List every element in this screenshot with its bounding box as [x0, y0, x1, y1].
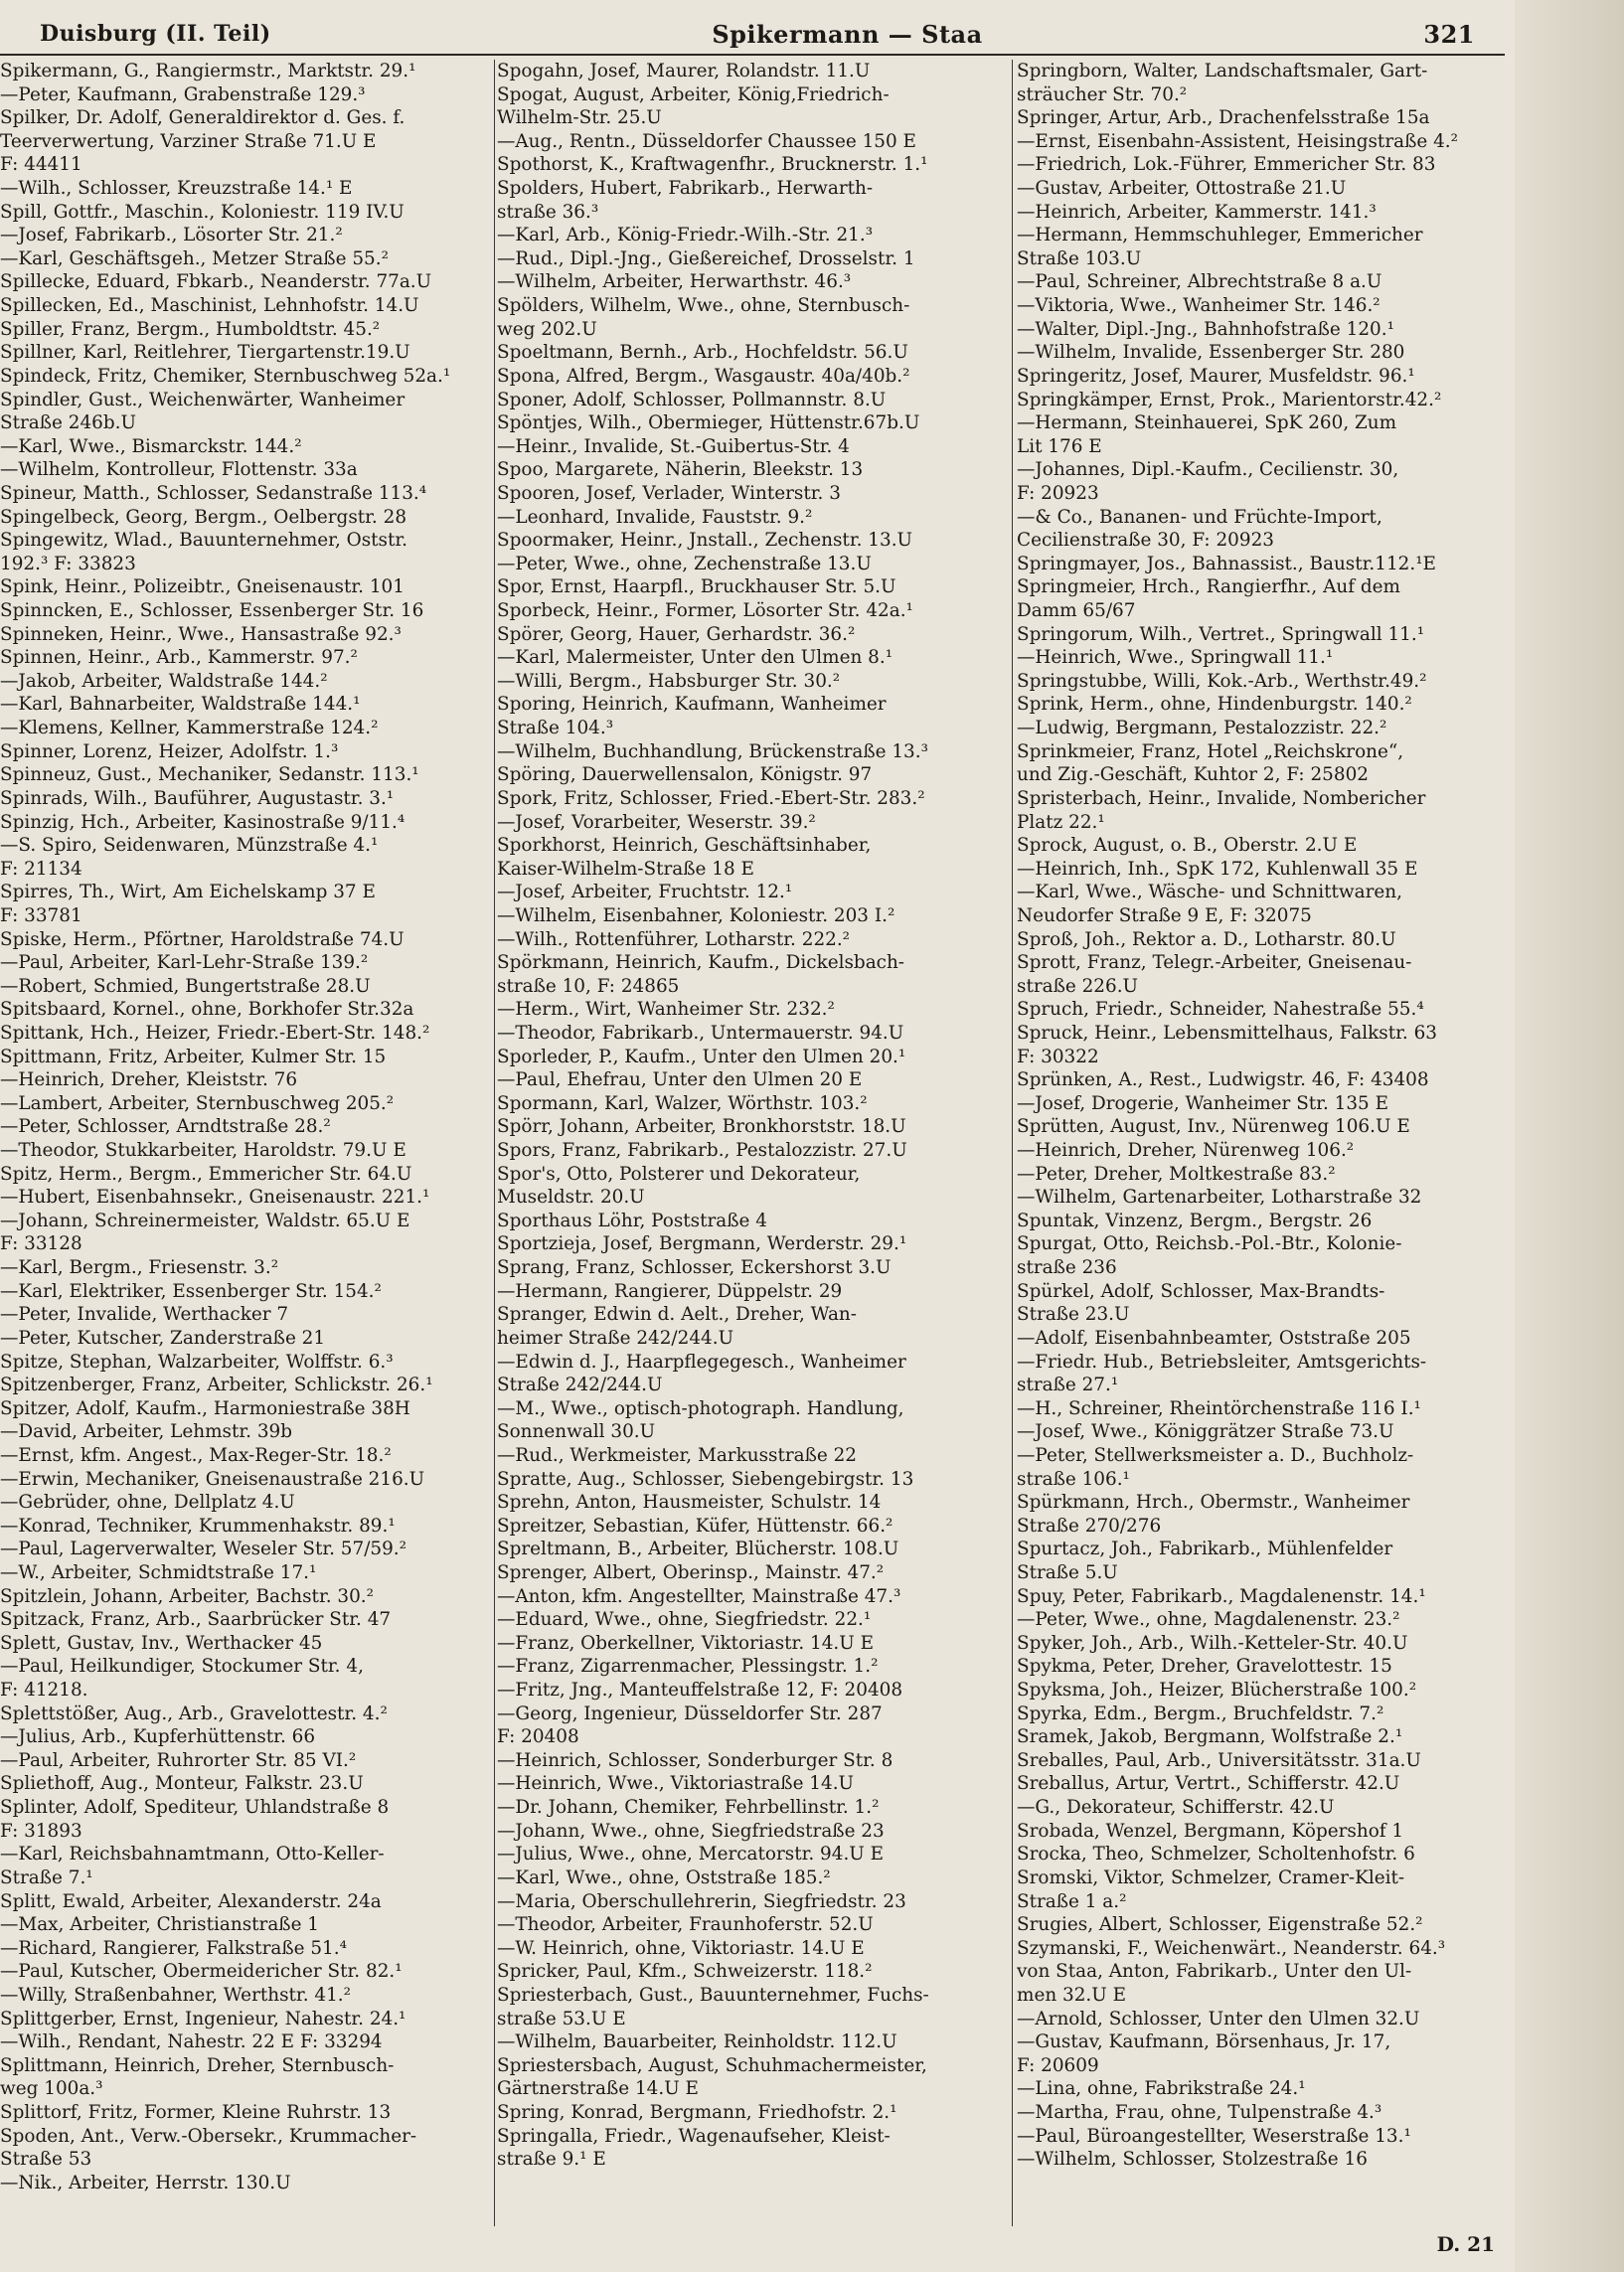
directory-entry-line: F: 20408	[497, 1726, 579, 1748]
directory-entry-line: —Aug., Rentn., Düsseldorfer Chaussee 150 E	[497, 130, 916, 152]
directory-entry-line: heimer Straße 242/244.U	[497, 1327, 734, 1349]
directory-entry-line: Straße 242/244.U	[497, 1375, 663, 1396]
directory-entry-line: —Karl, Bahnarbeiter, Waldstraße 144.¹	[0, 694, 361, 716]
directory-entry-line: Spogat, August, Arbeiter, König,Friedrich-	[497, 83, 890, 105]
directory-entry-line: Springalla, Friedr., Wagenaufseher, Kleist-	[497, 2125, 891, 2147]
directory-entry-line: —Adolf, Eisenbahnbeamter, Oststraße 205	[1017, 1327, 1411, 1349]
directory-entry-line: Straße 1 a.²	[1017, 1890, 1127, 1912]
header-rule	[0, 54, 1505, 56]
header-city: Duisburg (II. Teil)	[40, 21, 271, 47]
directory-entry-line: Sreballes, Paul, Arb., Universitätsstr. 31a.U	[1017, 1749, 1421, 1771]
directory-entry-line: Spitzack, Franz, Arb., Saarbrücker Str. 47	[0, 1609, 392, 1631]
directory-entry-line: Gärtnerstraße 14.U E	[497, 2078, 699, 2100]
directory-entry-line: —Gustav, Arbeiter, Ottostraße 21.U	[1017, 178, 1347, 200]
directory-entry-line: straße 9.¹ E	[497, 2149, 606, 2171]
directory-entry-line: —Heinrich, Dreher, Kleiststr. 76	[0, 1069, 298, 1091]
directory-entry-line: Springorum, Wilh., Vertret., Springwall 11.¹	[1017, 623, 1425, 645]
directory-entry-line: straße 36.³	[497, 201, 599, 223]
directory-entry-line: weg 202.U	[497, 318, 597, 340]
directory-entry-line: Spricker, Paul, Kfm., Schweizerstr. 118.²	[497, 1961, 873, 1983]
directory-entry-line: Spuntak, Vinzenz, Bergm., Bergstr. 26	[1017, 1210, 1373, 1231]
directory-entry-line: —Paul, Schreiner, Albrechtstraße 8 a.U	[1017, 271, 1382, 293]
directory-entry-line: Springkämper, Ernst, Prok., Marientorstr.42.²	[1017, 389, 1442, 410]
directory-entry-line: und Zig.-Geschäft, Kuhtor 2, F: 25802	[1017, 764, 1369, 786]
directory-entry-line: Spölders, Wilhelm, Wwe., ohne, Sternbusch-	[497, 295, 910, 317]
directory-entry-line: straße 10, F: 24865	[497, 975, 680, 997]
directory-entry-line: F: 44411	[0, 154, 82, 176]
directory-entry-line: Spurgat, Otto, Reichsb.-Pol.-Btr., Kolonie-	[1017, 1233, 1402, 1255]
directory-entry-line: —Richard, Rangierer, Falkstraße 51.⁴	[0, 1937, 347, 1959]
directory-entry-line: Spruch, Friedr., Schneider, Nahestraße 55.⁴	[1017, 999, 1424, 1021]
directory-entry-line: Springeritz, Josef, Maurer, Musfeldstr. 96.¹	[1017, 365, 1415, 387]
directory-entry-line: Sporing, Heinrich, Kaufmann, Wanheimer	[497, 694, 887, 716]
directory-entry-line: Splittorf, Fritz, Former, Kleine Ruhrstr. 13	[0, 2102, 392, 2124]
directory-entry-line: straße 236	[1017, 1257, 1117, 1279]
directory-entry-line: Spoormaker, Heinr., Jnstall., Zechenstr. 13.U	[497, 530, 913, 552]
directory-entry-line: Spristerbach, Heinr., Invalide, Nombericher	[1017, 787, 1426, 809]
directory-entry-line: Spitz, Herm., Bergm., Emmericher Str. 64.U	[0, 1163, 412, 1185]
directory-entry-line: —Eduard, Wwe., ohne, Siegfriedstr. 22.¹	[497, 1609, 872, 1631]
directory-entry-line: Spinneken, Heinr., Wwe., Hansastraße 92.³	[0, 623, 402, 645]
directory-entry-line: Sreballus, Artur, Vertrt., Schifferstr. 42.U	[1017, 1773, 1400, 1795]
directory-entry-line: —W., Arbeiter, Schmidtstraße 17.¹	[0, 1562, 317, 1583]
directory-entry-line: —Heinrich, Arbeiter, Kammerstr. 141.³	[1017, 201, 1377, 223]
directory-entry-line: —Wilhelm, Bauarbeiter, Reinholdstr. 112.U	[497, 2031, 897, 2053]
directory-entry-line: —Rud., Dipl.-Jng., Gießereichef, Drosselstr. 1	[497, 247, 915, 269]
directory-entry-line: Spork, Fritz, Schlosser, Fried.-Ebert-Str. 283.²	[497, 787, 925, 809]
directory-entry-line: —Josef, Drogerie, Wanheimer Str. 135 E	[1017, 1092, 1389, 1114]
directory-entry-line: —Julius, Arb., Kupferhüttenstr. 66	[0, 1726, 316, 1748]
directory-entry-line: Splittgerber, Ernst, Ingenieur, Nahestr. 24.¹	[0, 2008, 406, 2029]
directory-entry-line: straße 53.U E	[497, 2008, 626, 2029]
directory-entry-line: —Wilhelm, Invalide, Essenberger Str. 280	[1017, 342, 1405, 364]
directory-entry-line: Splett, Gustav, Inv., Werthacker 45	[0, 1632, 323, 1654]
directory-entry-line: —Maria, Oberschullehrerin, Siegfriedstr. 23	[497, 1890, 906, 1912]
directory-entry-line: —Josef, Vorarbeiter, Weserstr. 39.²	[497, 811, 816, 833]
directory-entry-line: Sponer, Adolf, Schlosser, Pollmannstr. 8.U	[497, 389, 887, 410]
directory-entry-line: —Peter, Schlosser, Arndtstraße 28.²	[0, 1116, 331, 1138]
directory-entry-line: —W. Heinrich, ohne, Viktoriastr. 14.U E	[497, 1937, 865, 1959]
directory-entry-line: —Willi, Bergm., Habsburger Str. 30.²	[497, 670, 841, 692]
directory-entry-line: —Wilhelm, Kontrolleur, Flottenstr. 33a	[0, 459, 358, 481]
directory-entry-line: Spiller, Franz, Bergm., Humboldtstr. 45.²	[0, 318, 381, 340]
directory-entry-line: Sprink, Herm., ohne, Hindenburgstr. 140.²	[1017, 694, 1412, 716]
directory-entry-line: Sprenger, Albert, Oberinsp., Mainstr. 47.²	[497, 1562, 885, 1583]
directory-entry-line: sträucher Str. 70.²	[1017, 83, 1188, 105]
directory-entry-line: —Karl, Malermeister, Unter den Ulmen 8.¹	[497, 647, 893, 669]
directory-entry-line: Spikermann, G., Rangiermstr., Marktstr. 29.¹	[0, 61, 416, 81]
directory-entry-line: —Hubert, Eisenbahnsekr., Gneisenaustr. 221.¹	[0, 1187, 430, 1209]
directory-entry-line: —Theodor, Arbeiter, Fraunhoferstr. 52.U	[497, 1914, 874, 1936]
directory-entry-line: Spillecken, Ed., Maschinist, Lehnhofstr. 14.U	[0, 295, 419, 317]
directory-entry-line: —Ludwig, Bergmann, Pestalozzistr. 22.²	[1017, 718, 1387, 739]
directory-entry-line: —Konrad, Techniker, Krummenhakstr. 89.¹	[0, 1515, 396, 1537]
directory-entry-line: Straße 53	[0, 2149, 92, 2171]
directory-entry-line: F: 20923	[1017, 482, 1099, 504]
directory-entry-line: Spriestersbach, August, Schuhmachermeister,	[497, 2054, 927, 2076]
directory-entry-line: —& Co., Bananen- und Früchte-Import,	[1017, 506, 1382, 528]
directory-entry-line: Spreitzer, Sebastian, Küfer, Hüttenstr. 66.²	[497, 1515, 893, 1537]
directory-entry-line: straße 226.U	[1017, 975, 1139, 997]
directory-entry-line: Sportzieja, Josef, Bergmann, Werderstr. 29.¹	[497, 1233, 907, 1255]
directory-entry-line: —Wilhelm, Eisenbahner, Koloniestr. 203 I.²	[497, 904, 895, 926]
directory-entry-line: Springmeier, Hrch., Rangierfhr., Auf dem	[1017, 576, 1400, 598]
directory-entry-line: Spliethoff, Aug., Monteur, Falkstr. 23.U	[0, 1773, 364, 1795]
directory-entry-line: —Wilhelm, Schlosser, Stolzestraße 16	[1017, 2149, 1368, 2171]
directory-entry-line: Spitzlein, Johann, Arbeiter, Bachstr. 30.²	[0, 1585, 375, 1607]
directory-entry-line: —Julius, Wwe., ohne, Mercatorstr. 94.U E	[497, 1844, 885, 1866]
directory-entry-line: —Karl, Geschäftsgeh., Metzer Straße 55.²	[0, 247, 389, 269]
directory-entry-line: Spillner, Karl, Reitlehrer, Tiergartenstr.19.U	[0, 342, 410, 364]
directory-entry-line: Spink, Heinr., Polizeibtr., Gneisenaustr. 101	[0, 576, 405, 598]
directory-entry-line: Spogahn, Josef, Maurer, Rolandstr. 11.U	[497, 61, 871, 81]
directory-entry-line: —Paul, Büroangestellter, Weserstraße 13.¹	[1017, 2125, 1411, 2147]
directory-entry-line: —Theodor, Fabrikarb., Untermauerstr. 94.U	[497, 1022, 904, 1044]
directory-entry-line: Spindler, Gust., Weichenwärter, Wanheimer	[0, 389, 406, 410]
directory-entry-line: Spreltmann, B., Arbeiter, Blücherstr. 108.U	[497, 1539, 899, 1560]
directory-entry-line: von Staa, Anton, Fabrikarb., Unter den Ul-	[1017, 1961, 1412, 1983]
directory-entry-line: —Willy, Straßenbahner, Werthstr. 41.²	[0, 1984, 352, 2006]
directory-entry-line: F: 21134	[0, 858, 82, 880]
directory-entry-line: Sporkhorst, Heinrich, Geschäftsinhaber,	[497, 835, 872, 857]
directory-entry-line: —G., Dekorateur, Schifferstr. 42.U	[1017, 1797, 1335, 1819]
directory-entry-line: Spoeltmann, Bernh., Arb., Hochfeldstr. 56.U	[497, 342, 908, 364]
directory-entry-line: Spor's, Otto, Polsterer und Dekorateur,	[497, 1163, 861, 1185]
directory-entry-line: —Wilh., Rottenführer, Lotharstr. 222.²	[497, 928, 851, 950]
directory-entry-line: —Paul, Kutscher, Obermeidericher Str. 82.¹	[0, 1961, 403, 1983]
directory-entry-line: Spinner, Lorenz, Heizer, Adolfstr. 1.³	[0, 740, 339, 762]
directory-entry-line: Straße 7.¹	[0, 1866, 93, 1888]
directory-entry-line: F: 41218.	[0, 1680, 88, 1702]
directory-entry-line: —Wilh., Schlosser, Kreuzstraße 14.¹ E	[0, 178, 353, 200]
directory-entry-line: —Heinrich, Wwe., Viktoriastraße 14.U	[497, 1773, 855, 1795]
directory-entry-line: —Johann, Schreinermeister, Waldstr. 65.U E	[0, 1210, 410, 1231]
directory-entry-line: Spill, Gottfr., Maschin., Koloniestr. 119 IV.U	[0, 201, 405, 223]
directory-entry-line: —Karl, Bergm., Friesenstr. 3.²	[0, 1257, 279, 1279]
directory-entry-line: Straße 270/276	[1017, 1515, 1162, 1537]
directory-entry-line: Spitzenberger, Franz, Arbeiter, Schlickstr. 26.¹	[0, 1375, 433, 1396]
directory-entry-line: —Heinrich, Wwe., Springwall 11.¹	[1017, 647, 1334, 669]
directory-entry-line: Sprehn, Anton, Hausmeister, Schulstr. 14	[497, 1492, 882, 1514]
directory-entry-line: Spothorst, K., Kraftwagenfhr., Brucknerstr. 1.¹	[497, 154, 928, 176]
directory-entry-line: Teerverwertung, Varziner Straße 71.U E	[0, 130, 377, 152]
directory-entry-line: Spörkmann, Heinrich, Kaufm., Dickelsbach-	[497, 952, 905, 974]
directory-entry-line: —Paul, Heilkundiger, Stockumer Str. 4,	[0, 1656, 364, 1678]
directory-entry-line: —Karl, Reichsbahnamtmann, Otto-Keller-	[0, 1844, 385, 1866]
page-number: 321	[1423, 19, 1475, 49]
directory-entry-line: Spingewitz, Wlad., Bauunternehmer, Oststr.	[0, 530, 407, 552]
directory-entry-line: —Herm., Wirt, Wanheimer Str. 232.²	[497, 999, 835, 1021]
directory-entry-line: Spinneuz, Gust., Mechaniker, Sedanstr. 113.¹	[0, 764, 419, 786]
directory-entry-line: —Paul, Arbeiter, Ruhrorter Str. 85 VI.²	[0, 1749, 357, 1771]
directory-entry-line: Spyksma, Joh., Heizer, Blücherstraße 100.²	[1017, 1680, 1417, 1702]
directory-entry-line: Platz 22.¹	[1017, 811, 1105, 833]
directory-entry-line: F: 20609	[1017, 2054, 1099, 2076]
directory-entry-line: —S. Spiro, Seidenwaren, Münzstraße 4.¹	[0, 835, 379, 857]
directory-entry-line: Spineur, Matth., Schlosser, Sedanstraße 113.⁴	[0, 482, 427, 504]
directory-entry-line: Splittmann, Heinrich, Dreher, Sternbusch-	[0, 2054, 395, 2076]
directory-entry-line: —Johann, Wwe., ohne, Siegfriedstraße 23	[497, 1820, 885, 1842]
directory-entry-line: —Franz, Zigarrenmacher, Plessingstr. 1.²	[497, 1656, 879, 1678]
directory-entry-line: Spinncken, E., Schlosser, Essenberger Str. 16	[0, 600, 424, 622]
directory-entry-line: Spöring, Dauerwellensalon, Königstr. 97	[497, 764, 873, 786]
directory-entry-line: —Peter, Kaufmann, Grabenstraße 129.³	[0, 83, 366, 105]
directory-entry-line: —Josef, Fabrikarb., Lösorter Str. 21.²	[0, 225, 343, 246]
directory-entry-line: —Viktoria, Wwe., Wanheimer Str. 146.²	[1017, 295, 1380, 317]
directory-entry-line: Springmayer, Jos., Bahnassist., Baustr.112.¹E	[1017, 553, 1436, 574]
directory-entry-line: Spooren, Josef, Verlader, Winterstr. 3	[497, 482, 841, 504]
directory-entry-line: —David, Arbeiter, Lehmstr. 39b	[0, 1421, 293, 1443]
directory-entry-line: 192.³ F: 33823	[0, 553, 136, 574]
directory-entry-line: Spöntjes, Wilh., Obermieger, Hüttenstr.67b.U	[497, 412, 920, 434]
directory-entry-line: —Arnold, Schlosser, Unter den Ulmen 32.U	[1017, 2008, 1420, 2029]
directory-entry-line: F: 31893	[0, 1820, 82, 1842]
directory-entry-line: —Josef, Wwe., Königgrätzer Straße 73.U	[1017, 1421, 1394, 1443]
directory-entry-line: —Ernst, Eisenbahn-Assistent, Heisingstraße 4.²	[1017, 130, 1459, 152]
directory-entry-line: Sonnenwall 30.U	[497, 1421, 656, 1443]
directory-entry-line: —Wilh., Rendant, Nahestr. 22 E F: 33294	[0, 2031, 383, 2053]
directory-entry-line: Sprünken, A., Rest., Ludwigstr. 46, F: 43408	[1017, 1069, 1429, 1091]
directory-entry-line: Sprock, August, o. B., Oberstr. 2.U E	[1017, 835, 1358, 857]
directory-entry-line: —Heinrich, Schlosser, Sonderburger Str. 8	[497, 1749, 893, 1771]
directory-entry-line: Spinzig, Hch., Arbeiter, Kasinostraße 9/11.⁴	[0, 811, 406, 833]
directory-entry-line: F: 33781	[0, 904, 82, 926]
directory-entry-line: Srobada, Wenzel, Bergmann, Köpershof 1	[1017, 1820, 1404, 1842]
directory-entry-line: —Fritz, Jng., Manteuffelstraße 12, F: 20408	[497, 1680, 903, 1702]
directory-entry-line: —Erwin, Mechaniker, Gneisenaustraße 216.U	[0, 1468, 425, 1490]
directory-entry-line: Spitsbaard, Kornel., ohne, Borkhofer Str.32a	[0, 999, 414, 1021]
directory-entry-line: Spitze, Stephan, Walzarbeiter, Wolffstr. 6.³	[0, 1351, 394, 1373]
directory-entry-line: Spors, Franz, Fabrikarb., Pestalozzistr. 27.U	[497, 1140, 907, 1162]
directory-entry-line: Spoo, Margarete, Näherin, Bleekstr. 13	[497, 459, 864, 481]
directory-entry-line: —Robert, Schmied, Bungertstraße 28.U	[0, 975, 371, 997]
directory-entry-line: —Martha, Frau, ohne, Tulpenstraße 4.³	[1017, 2102, 1382, 2124]
directory-entry-line: —H., Schreiner, Rheintörchenstraße 116 I.¹	[1017, 1397, 1421, 1419]
directory-entry-line: —Franz, Oberkellner, Viktoriastr. 14.U E	[497, 1632, 875, 1654]
directory-entry-line: —Hermann, Hemmschuhleger, Emmericher	[1017, 225, 1423, 246]
directory-entry-line: Damm 65/67	[1017, 600, 1136, 622]
directory-entry-line: Spring, Konrad, Bergmann, Friedhofstr. 2.¹	[497, 2102, 897, 2124]
directory-entry-line: Sprinkmeier, Franz, Hotel „Reichskrone“,	[1017, 740, 1404, 762]
directory-entry-line: Sprang, Franz, Schlosser, Eckershorst 3.U	[497, 1257, 892, 1279]
page-footer: D. 21	[1436, 2232, 1495, 2256]
directory-entry-line: —Peter, Dreher, Moltkestraße 83.²	[1017, 1163, 1336, 1185]
directory-entry-line: —Georg, Ingenieur, Düsseldorfer Str. 287	[497, 1703, 883, 1724]
directory-entry-line: Springborn, Walter, Landschaftsmaler, Gart-	[1017, 61, 1428, 81]
directory-entry-line: —Anton, kfm. Angestellter, Mainstraße 47.³	[497, 1585, 901, 1607]
directory-entry-line: straße 106.¹	[1017, 1468, 1130, 1490]
directory-entry-line: —Max, Arbeiter, Christianstraße 1	[0, 1914, 319, 1936]
page-header	[40, 14, 1475, 54]
directory-entry-line: Spykma, Peter, Dreher, Gravelottestr. 15	[1017, 1656, 1392, 1678]
directory-entry-line: Spindeck, Fritz, Chemiker, Sternbuschweg 52a.¹	[0, 365, 451, 387]
directory-entry-line: —Peter, Stellwerksmeister a. D., Buchholz-	[1017, 1444, 1414, 1466]
directory-entry-line: Sramek, Jakob, Bergmann, Wolfstraße 2.¹	[1017, 1726, 1403, 1748]
directory-entry-line: Sproß, Joh., Rektor a. D., Lotharstr. 80.U	[1017, 928, 1396, 950]
directory-entry-line: Wilhelm-Str. 25.U	[497, 107, 662, 129]
directory-entry-line: —Peter, Invalide, Werthacker 7	[0, 1304, 289, 1326]
directory-entry-line: Spoden, Ant., Verw.-Obersekr., Krummacher-	[0, 2125, 417, 2147]
directory-entry-line: —Gustav, Kaufmann, Börsenhaus, Jr. 17,	[1017, 2031, 1391, 2053]
directory-entry-line: Spitzer, Adolf, Kaufm., Harmoniestraße 38H	[0, 1397, 410, 1419]
directory-entry-line: —Peter, Wwe., ohne, Zechenstraße 13.U	[497, 553, 872, 574]
directory-entry-line: —Gebrüder, ohne, Dellplatz 4.U	[0, 1492, 295, 1514]
directory-entry-line: —Leonhard, Invalide, Fauststr. 9.²	[497, 506, 813, 528]
directory-entry-line: Spyrka, Edm., Bergm., Bruchfeldstr. 7.²	[1017, 1703, 1384, 1724]
directory-entry-line: —Karl, Wwe., Bismarckstr. 144.²	[0, 435, 302, 457]
directory-entry-line: Srugies, Albert, Schlosser, Eigenstraße 52.²	[1017, 1914, 1423, 1936]
directory-entry-line: Sromski, Viktor, Schmelzer, Cramer-Kleit-	[1017, 1866, 1405, 1888]
directory-entry-line: F: 33128	[0, 1233, 82, 1255]
directory-entry-line: Straße 5.U	[1017, 1562, 1118, 1583]
directory-entry-line: Straße 23.U	[1017, 1304, 1130, 1326]
directory-entry-line: Sporthaus Löhr, Poststraße 4	[497, 1210, 767, 1231]
directory-entry-line: Spurtacz, Joh., Fabrikarb., Mühlenfelder	[1017, 1539, 1393, 1560]
directory-entry-line: Spittank, Hch., Heizer, Friedr.-Ebert-Str. 148.²	[0, 1022, 430, 1044]
directory-entry-line: —Hermann, Rangierer, Düppelstr. 29	[497, 1280, 843, 1302]
directory-entry-line: Spingelbeck, Georg, Bergm., Oelbergstr. 28	[0, 506, 407, 528]
directory-entry-line: men 32.U E	[1017, 1984, 1127, 2006]
directory-entry-line: —Paul, Lagerverwalter, Weseler Str. 57/59.²	[0, 1539, 407, 1560]
directory-entry-line: —Peter, Kutscher, Zanderstraße 21	[0, 1327, 326, 1349]
column-divider-1	[494, 60, 495, 2226]
directory-entry-line: —Nik., Arbeiter, Herrstr. 130.U	[0, 2172, 291, 2193]
directory-entry-line: —Peter, Wwe., ohne, Magdalenenstr. 23.²	[1017, 1609, 1400, 1631]
page-edge	[1515, 0, 1624, 2272]
directory-entry-line: —Heinrich, Inh., SpK 172, Kuhlenwall 35 E	[1017, 858, 1418, 880]
directory-entry-line: Straße 103.U	[1017, 247, 1142, 269]
directory-entry-line: Spürkmann, Hrch., Obermstr., Wanheimer	[1017, 1492, 1410, 1514]
directory-entry-line: Straße 104.³	[497, 718, 614, 739]
directory-entry-line: Spirres, Th., Wirt, Am Eichelskamp 37 E	[0, 882, 376, 903]
directory-entry-line: Spuy, Peter, Fabrikarb., Magdalenenstr. 14.¹	[1017, 1585, 1426, 1607]
directory-entry-line: Spriesterbach, Gust., Bauunternehmer, Fuchs-	[497, 1984, 929, 2006]
directory-entry-line: —Rud., Werkmeister, Markusstraße 22	[497, 1444, 858, 1466]
directory-entry-line: —Edwin d. J., Haarpflegegesch., Wanheimer	[497, 1351, 906, 1373]
directory-entry-line: Museldstr. 20.U	[497, 1187, 645, 1209]
directory-entry-line: —Wilhelm, Buchhandlung, Brückenstraße 13.³	[497, 740, 928, 762]
directory-entry-line: Spörr, Johann, Arbeiter, Bronkhorststr. 18.U	[497, 1116, 906, 1138]
directory-entry-line: Spolders, Hubert, Fabrikarb., Herwarth-	[497, 178, 874, 200]
directory-entry-line: Spiske, Herm., Pförtner, Haroldstraße 74.U	[0, 928, 405, 950]
directory-entry-line: Sporleder, P., Kaufm., Unter den Ulmen 20.¹	[497, 1046, 906, 1067]
directory-entry-line: —Ernst, kfm. Angest., Max-Reger-Str. 18.²	[0, 1444, 392, 1466]
directory-entry-line: Spilker, Dr. Adolf, Generaldirektor d. Ges. f.	[0, 107, 406, 129]
directory-entry-line: —Heinrich, Dreher, Nürenweg 106.²	[1017, 1140, 1355, 1162]
directory-entry-line: Spormann, Karl, Walzer, Wörthstr. 103.²	[497, 1092, 868, 1114]
header-range: Spikermann — Staa	[712, 19, 983, 49]
directory-entry-line: —Josef, Arbeiter, Fruchtstr. 12.¹	[497, 882, 793, 903]
directory-entry-line: Srocka, Theo, Schmelzer, Scholtenhofstr. 6	[1017, 1844, 1415, 1866]
directory-entry-line: —Karl, Wwe., Wäsche- und Schnittwaren,	[1017, 882, 1402, 903]
directory-entry-line: Springer, Artur, Arb., Drachenfelsstraße 15a	[1017, 107, 1430, 129]
directory-entry-line: Spranger, Edwin d. Aelt., Dreher, Wan-	[497, 1304, 857, 1326]
directory-entry-line: —Wilhelm, Gartenarbeiter, Lotharstraße 32	[1017, 1187, 1422, 1209]
directory-entry-line: Neudorfer Straße 9 E, F: 32075	[1017, 904, 1312, 926]
directory-entry-line: Splitt, Ewald, Arbeiter, Alexanderstr. 24a	[0, 1890, 382, 1912]
directory-entry-line: Spratte, Aug., Schlosser, Siebengebirgstr. 13	[497, 1468, 914, 1490]
directory-entry-line: Spyker, Joh., Arb., Wilh.-Ketteler-Str. 40.U	[1017, 1632, 1408, 1654]
directory-entry-line: Spinnen, Heinr., Arb., Kammerstr. 97.²	[0, 647, 358, 669]
directory-entry-line: weg 100a.³	[0, 2078, 103, 2100]
directory-entry-line: —Heinr., Invalide, St.-Guibertus-Str. 4	[497, 435, 850, 457]
directory-entry-line: —Dr. Johann, Chemiker, Fehrbellinstr. 1.²	[497, 1797, 880, 1819]
directory-entry-line: —Lina, ohne, Fabrikstraße 24.¹	[1017, 2078, 1306, 2100]
directory-entry-line: —Friedrich, Lok.-Führer, Emmericher Str. 83	[1017, 154, 1436, 176]
directory-entry-line: —Walter, Dipl.-Jng., Bahnhofstraße 120.¹	[1017, 318, 1394, 340]
directory-entry-line: Szymanski, F., Weichenwärt., Neanderstr. 64.³	[1017, 1937, 1446, 1959]
directory-entry-line: —Jakob, Arbeiter, Waldstraße 144.²	[0, 670, 328, 692]
directory-entry-line: Sprütten, August, Inv., Nürenweg 106.U E	[1017, 1116, 1410, 1138]
directory-entry-line: straße 27.¹	[1017, 1375, 1119, 1396]
directory-entry-line: —Theodor, Stukkarbeiter, Haroldstr. 79.U E	[0, 1140, 406, 1162]
directory-entry-line: Splinter, Adolf, Spediteur, Uhlandstraße 8	[0, 1797, 390, 1819]
column-divider-2	[1012, 60, 1013, 2226]
directory-entry-line: Spinrads, Wilh., Bauführer, Augustastr. 3.¹	[0, 787, 395, 809]
directory-entry-line: —Paul, Ehefrau, Unter den Ulmen 20 E	[497, 1069, 863, 1091]
directory-entry-line: Lit 176 E	[1017, 435, 1102, 457]
directory-entry-line: —Hermann, Steinhauerei, SpK 260, Zum	[1017, 412, 1397, 434]
directory-entry-line: Spor, Ernst, Haarpfl., Bruckhauser Str. 5.U	[497, 576, 896, 598]
column-1	[0, 60, 502, 2194]
directory-entry-line: Sporbeck, Heinr., Former, Lösorter Str. 42a.¹	[497, 600, 913, 622]
directory-entry-line: Sprott, Franz, Telegr.-Arbeiter, Gneisenau-	[1017, 952, 1412, 974]
directory-entry-line: —Klemens, Kellner, Kammerstraße 124.²	[0, 718, 379, 739]
directory-entry-line: —Paul, Arbeiter, Karl-Lehr-Straße 139.²	[0, 952, 369, 974]
directory-entry-line: Kaiser-Wilhelm-Straße 18 E	[497, 858, 754, 880]
directory-entry-line: Spruck, Heinr., Lebensmittelhaus, Falkstr. 63	[1017, 1022, 1437, 1044]
directory-entry-line: Cecilienstraße 30, F: 20923	[1017, 530, 1274, 552]
directory-entry-line: —Karl, Elektriker, Essenberger Str. 154.²	[0, 1280, 382, 1302]
directory-entry-line: —Friedr. Hub., Betriebsleiter, Amtsgerichts-	[1017, 1351, 1427, 1373]
directory-entry-line: F: 30322	[1017, 1046, 1099, 1067]
directory-entry-line: Spittmann, Fritz, Arbeiter, Kulmer Str. 15	[0, 1046, 387, 1067]
directory-entry-line: Straße 246b.U	[0, 412, 136, 434]
column-2	[497, 60, 999, 2172]
directory-entry-line: Spillecke, Eduard, Fbkarb., Neanderstr. 77a.U	[0, 271, 432, 293]
directory-entry-line: Spona, Alfred, Bergm., Wasgaustr. 40a/40b.²	[497, 365, 910, 387]
directory-entry-line: Spörer, Georg, Hauer, Gerhardstr. 36.²	[497, 623, 856, 645]
directory-entry-line: Springstubbe, Willi, Kok.-Arb., Werthstr.49.²	[1017, 670, 1427, 692]
directory-entry-line: —Johannes, Dipl.-Kaufm., Cecilienstr. 30,	[1017, 459, 1399, 481]
directory-entry-line: Spürkel, Adolf, Schlosser, Max-Brandts-	[1017, 1280, 1385, 1302]
directory-entry-line: —Karl, Arb., König-Friedr.-Wilh.-Str. 21.³	[497, 225, 874, 246]
directory-entry-line: —Karl, Wwe., ohne, Oststraße 185.²	[497, 1866, 831, 1888]
directory-entry-line: —Wilhelm, Arbeiter, Herwarthstr. 46.³	[497, 271, 852, 293]
column-3	[1017, 60, 1519, 2172]
directory-entry-line: Splettstößer, Aug., Arb., Gravelottestr. 4.²	[0, 1703, 388, 1724]
directory-entry-line: —M., Wwe., optisch-photograph. Handlung,	[497, 1397, 904, 1419]
directory-entry-line: —Lambert, Arbeiter, Sternbuschweg 205.²	[0, 1092, 395, 1114]
